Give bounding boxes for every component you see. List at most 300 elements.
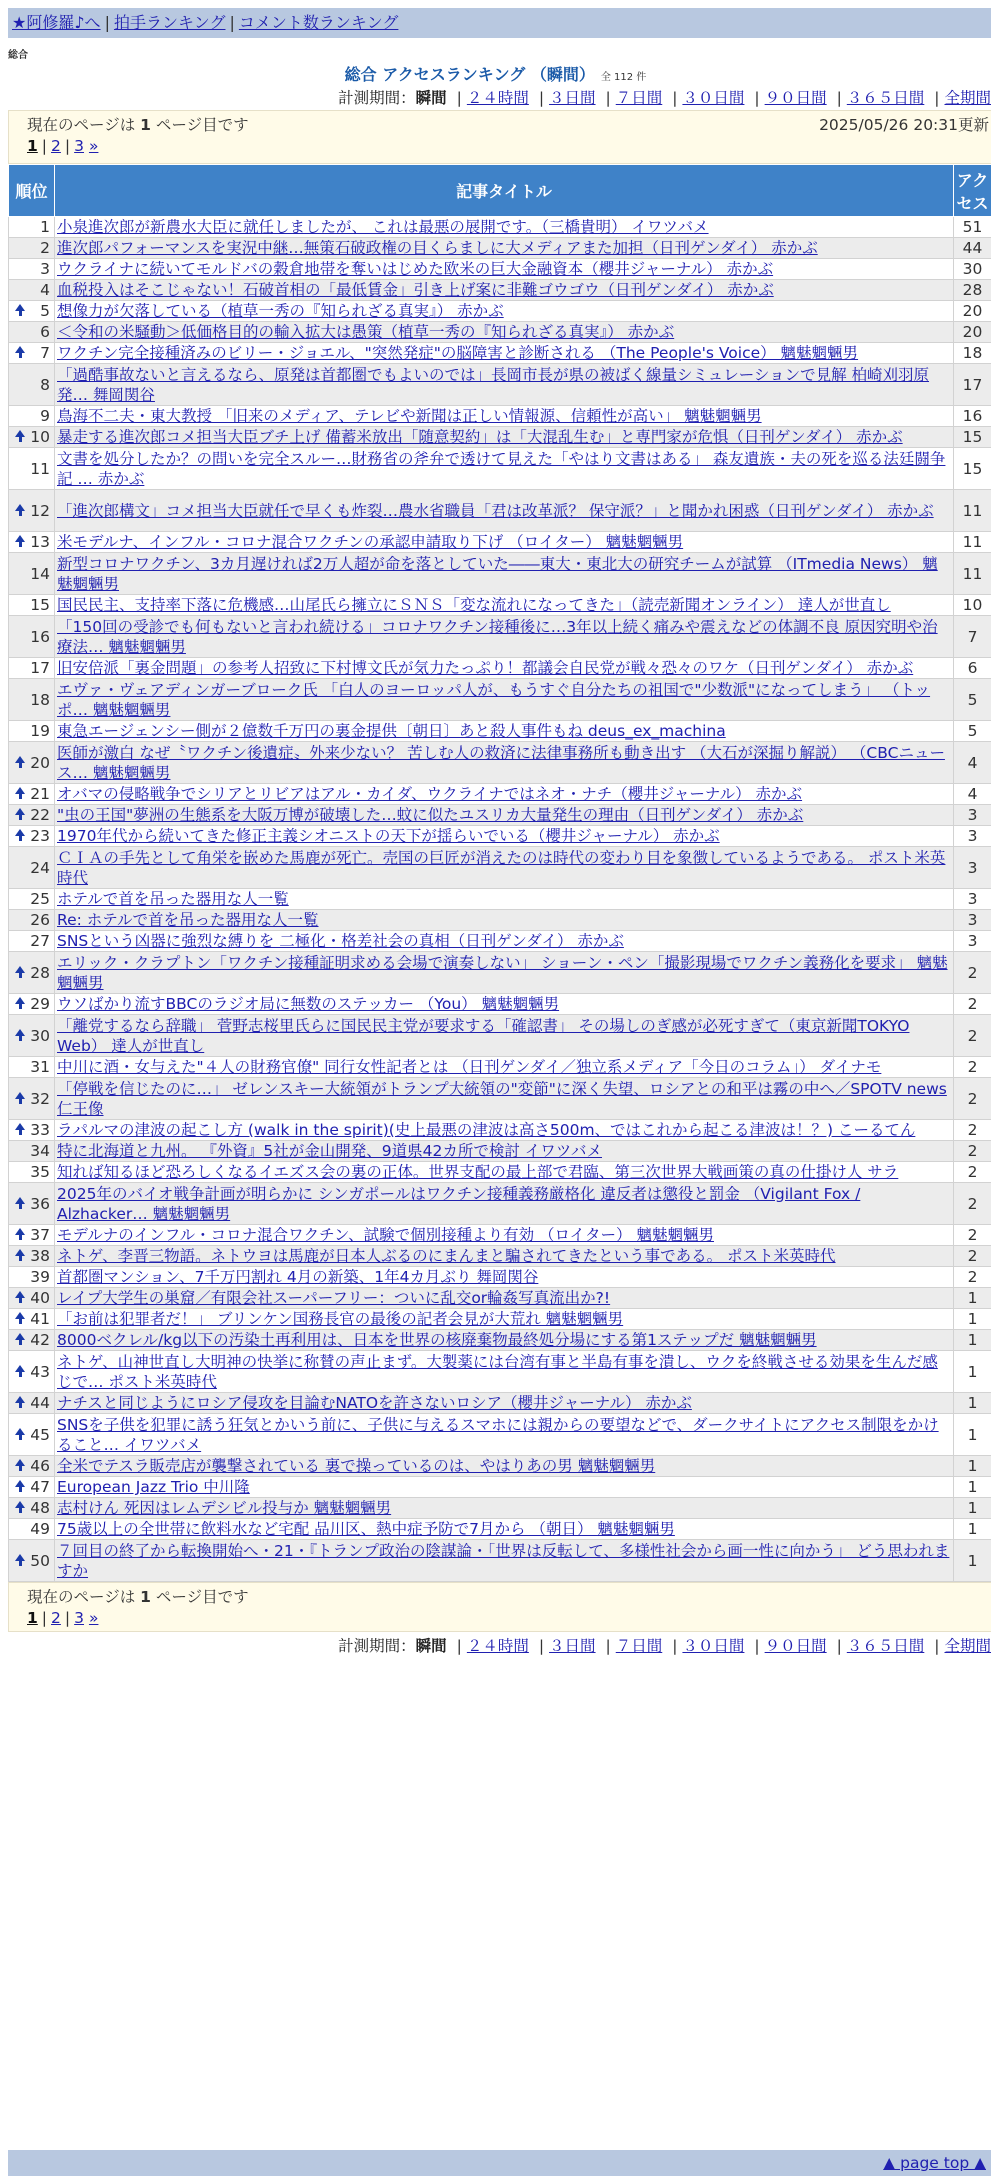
title-cell	[55, 238, 954, 259]
rank-number: 2	[40, 239, 50, 257]
table-row	[9, 322, 991, 343]
article-title-link[interactable]: エヴァ・ヴェアディンガーブローク氏 「白人のヨーロッパ人が、もうすぐ自分たちの祖国で"少数派"になってしまう」 （トッポ… 魑魅魍魎男	[57, 680, 931, 719]
article-title-link[interactable]: 新型コロナワクチン、3カ月遅ければ2万人超が命を落としていた――東大・東北大の研究チームが試算 （ITmedia News） 魑魅魍魎男	[57, 554, 938, 593]
rank-cell	[9, 532, 55, 553]
article-title-link[interactable]: ７回目の終了から転換開始へ・21・『トランプ政治の陰謀論・「世界は反転して、多様性社会から画一性に向かう」 どう思われますか	[57, 1541, 950, 1580]
access-count: 11	[954, 490, 991, 532]
title-cell	[55, 826, 954, 847]
table-row	[9, 679, 991, 721]
rank-number: 27	[30, 932, 50, 950]
rank-number: 21	[30, 785, 50, 803]
rank-number: 49	[30, 1520, 50, 1538]
rank-number: 6	[40, 323, 50, 341]
article-title-link[interactable]: 中川に酒・女与えた"４人の財務官僚" 同行女性記者とは （日刊ゲンダイ／独立系メディア「今日のコラム」） ダイナモ	[57, 1058, 882, 1076]
article-title-link[interactable]: 旧安倍派「裏金問題」の参考人招致に下村博文氏が気力たっぷり！都議会自民党が戦々恐々のワケ（日刊ゲンダイ） 赤かぶ	[57, 659, 914, 677]
table-row	[9, 805, 991, 826]
table-row	[9, 553, 991, 595]
title-cell	[55, 259, 954, 280]
article-title-link[interactable]: 医師が激白 なぜ〝ワクチン後遺症〟外来少ない？ 苦しむ人の救済に法律事務所も動き出す （大石が深掘り解説） （CBCニュース… 魑魅魍魎男	[57, 743, 945, 782]
title-cell	[55, 553, 954, 595]
table-row	[9, 217, 991, 238]
article-title-link[interactable]: 75歳以上の全世帯に飲料水など宅配 品川区、熱中症予防で7月から （朝日） 魑魅魍魎男	[57, 1520, 675, 1538]
rank-number: 47	[30, 1478, 50, 1496]
rank-cell	[9, 1456, 55, 1477]
title-cell	[55, 217, 954, 238]
access-count: 11	[954, 553, 991, 595]
rank-number: 5	[40, 302, 50, 320]
title-cell	[55, 1078, 954, 1120]
table-row	[9, 343, 991, 364]
rank-cell	[9, 1519, 55, 1540]
access-count: 1	[954, 1498, 991, 1519]
rank-number: 18	[30, 690, 50, 709]
table-row	[9, 1477, 991, 1498]
article-title-link[interactable]: 知れば知るほど恐ろしくなるイエズス会の裏の正体。世界支配の最上部で君臨、第三次世界大戦画策の真の仕掛け人 サラ	[57, 1163, 899, 1181]
rank-number: 3	[40, 260, 50, 278]
rank-number: 13	[30, 533, 50, 551]
period-link[interactable]: ２４時間	[466, 1637, 529, 1655]
title-cell	[55, 1477, 954, 1498]
rank-cell	[9, 1309, 55, 1330]
top-nav	[8, 8, 991, 38]
pager-status: 現在のページは 1 ページ目です	[27, 116, 249, 134]
article-title-link[interactable]: Re: ホテルで首を吊った器用な人一覧	[57, 911, 319, 929]
access-count: 3	[954, 805, 991, 826]
article-title-link[interactable]: 小泉進次郎が新農水大臣に就任しましたが、 これは最悪の展開です。（三橋貴明） イワツバメ	[57, 218, 709, 236]
access-count: 20	[954, 322, 991, 343]
rank-cell	[9, 1057, 55, 1078]
period-link[interactable]: ３日間	[549, 1637, 596, 1655]
ranking-table	[8, 164, 991, 1582]
rank-number: 17	[30, 659, 50, 677]
article-title-link[interactable]: 「150回の受診でも何もないと言われ続ける」コロナワクチン接種後に…3年以上続く痛みや震えなどの体調不良 原因究明や治療法… 魑魅魍魎男	[57, 617, 938, 656]
rank-cell	[9, 259, 55, 280]
next-page-link[interactable]: »	[88, 137, 99, 155]
access-count: 2	[954, 1078, 991, 1120]
rank-number: 32	[30, 1089, 50, 1108]
rank-up-arrow-icon	[15, 966, 25, 973]
access-count: 1	[954, 1288, 991, 1309]
rank-cell	[9, 826, 55, 847]
rank-cell	[9, 1393, 55, 1414]
page-link-3[interactable]: 3	[74, 137, 85, 155]
table-row	[9, 280, 991, 301]
period-link[interactable]: ７日間	[615, 89, 663, 107]
page-link-3[interactable]: 3	[74, 1609, 85, 1627]
article-title-link[interactable]: 志村けん 死因はレムデシビル投与か 魑魅魍魎男	[57, 1499, 392, 1517]
rank-number: 31	[30, 1058, 50, 1076]
title-cell	[55, 301, 954, 322]
rank-number: 25	[30, 890, 50, 908]
article-title-link[interactable]: 文書を処分したか？の問いを完全スルー…財務省の斧弁で透けて見えた「やはり文書はある」 森友遺族・夫の死を巡る法廷闘争記 … 赤かぶ	[57, 449, 946, 488]
page-current: 1	[27, 1609, 38, 1627]
rank-number: 1	[40, 218, 50, 236]
access-count: 30	[954, 259, 991, 280]
article-title-link[interactable]: 「お前は犯罪者だ！」 ブリンケン国務長官の最後の記者会見が大荒れ 魑魅魍魎男	[57, 1310, 624, 1328]
rank-number: 38	[30, 1247, 50, 1265]
period-link[interactable]: ３０日間	[682, 1637, 745, 1655]
title-cell	[55, 1246, 954, 1267]
rank-cell	[9, 1540, 55, 1582]
table-row	[9, 427, 991, 448]
article-title-link[interactable]: 8000ベクレル/kg以下の汚染土再利用は、日本を世界の核廃棄物最終処分場にする第1ステップだ 魑魅魍魎男	[57, 1331, 817, 1349]
clap-ranking-link[interactable]: 拍手ランキング	[113, 13, 226, 32]
table-row	[9, 826, 991, 847]
title-cell	[55, 784, 954, 805]
table-row	[9, 1351, 991, 1393]
access-count: 1	[954, 1477, 991, 1498]
rank-number: 15	[30, 596, 50, 614]
table-row	[9, 910, 991, 931]
period-link[interactable]: ３６５日間	[846, 89, 925, 107]
period-label: 計測期間：	[338, 89, 416, 107]
title-cell	[55, 1267, 954, 1288]
title-cell	[55, 322, 954, 343]
title-cell	[55, 490, 954, 532]
article-title-link[interactable]: エリック・クラプトン「ワクチン接種証明求める会場で演奏しない」 ショーン・ペン「撮影現場でワクチン義務化を要求」 魑魅魍魎男	[57, 953, 948, 992]
page-top-link[interactable]: ▲ page top ▲	[883, 2154, 986, 2172]
rank-number: 48	[30, 1499, 50, 1517]
period-label: 計測期間：	[338, 1637, 416, 1655]
rank-number: 7	[40, 344, 50, 362]
rank-number: 40	[30, 1289, 50, 1307]
access-count: 2	[954, 994, 991, 1015]
rank-cell	[9, 1267, 55, 1288]
title-cell	[55, 448, 954, 490]
access-count: 4	[954, 784, 991, 805]
rank-up-arrow-icon	[15, 304, 25, 311]
title-cell	[55, 994, 954, 1015]
article-title-link[interactable]: 米モデルナ、インフル・コロナ混合ワクチンの承認申請取り下げ （ロイター） 魑魅魍魎男	[57, 533, 684, 551]
article-title-link[interactable]: 全米でテスラ販売店が襲撃されている 裏で操っているのは、やはりあの男 魑魅魍魎男	[57, 1457, 656, 1475]
article-title-link[interactable]: ウソばかり流すBBCのラジオ局に無数のステッカー （You） 魑魅魍魎男	[57, 995, 560, 1013]
article-title-link[interactable]: 鳥海不二夫・東大教授 「旧来のメディア、テレビや新聞は正しい情報源、信頼性が高い」 魑魅魍魎男	[57, 407, 762, 425]
page-link-2[interactable]: 2	[51, 1609, 61, 1627]
rank-cell	[9, 595, 55, 616]
access-count: 3	[954, 826, 991, 847]
table-row	[9, 1141, 991, 1162]
rank-cell	[9, 280, 55, 301]
rank-cell	[9, 1141, 55, 1162]
period-link[interactable]: ９０日間	[764, 89, 827, 107]
access-count: 4	[954, 742, 991, 784]
rank-number: 19	[30, 722, 50, 740]
page-link-2[interactable]: 2	[51, 137, 61, 155]
access-count: 2	[954, 1183, 991, 1225]
period-link[interactable]: ３０日間	[682, 89, 745, 107]
article-title-link[interactable]: オバマの侵略戦争でシリアとリビアはアル・カイダ、ウクライナではネオ・ナチ（櫻井ジャーナル） 赤かぶ	[57, 785, 803, 803]
access-count: 1	[954, 1393, 991, 1414]
title-cell	[55, 742, 954, 784]
title-cell	[55, 805, 954, 826]
table-row	[9, 847, 991, 889]
table-row	[9, 1183, 991, 1225]
period-link[interactable]: ２４時間	[466, 89, 529, 107]
title-header: 記事タイトル	[55, 165, 954, 217]
article-title-link[interactable]: 「進次郎構文」コメ担当大臣就任で早くも炸裂…農水省職員「君は改革派？ 保守派？」と聞かれ困惑（日刊ゲンダイ） 赤かぶ	[57, 501, 934, 520]
table-row	[9, 721, 991, 742]
rank-number: 41	[30, 1310, 50, 1328]
article-title-link[interactable]: "虫の王国"夢洲の生態系を大阪万博が破壊した…蚊に似たユスリカ大量発生の理由（日刊ゲンダイ） 赤かぶ	[57, 806, 804, 824]
rank-cell	[9, 1120, 55, 1141]
table-row	[9, 952, 991, 994]
page-current: 1	[27, 137, 38, 155]
rank-cell	[9, 1015, 55, 1057]
article-title-link[interactable]: ホテルで首を吊った器用な人一覧	[57, 890, 289, 908]
article-title-link[interactable]: 「停戦を信じたのに…」 ゼレンスキー大統領がトランプ大統領の"変節"に深く失望、ロシアとの和平は霧の中へ／SPOTV news 仁王像	[57, 1079, 947, 1118]
rank-up-arrow-icon	[15, 1480, 25, 1487]
article-title-link[interactable]: ラパルマの津波の起こし方 (walk in the spirit)(史上最悪の津波は高さ500m、ではこれから起こる津波は！？) こーるてん	[57, 1121, 916, 1139]
rank-up-arrow-icon	[15, 1123, 25, 1130]
access-count: 1	[954, 1351, 991, 1393]
rank-cell	[9, 1078, 55, 1120]
period-current: 瞬間	[415, 89, 447, 107]
table-row	[9, 490, 991, 532]
article-title-link[interactable]: SNSという凶器に強烈な縛りを 二極化・格差社会の真相（日刊ゲンダイ） 赤かぶ	[57, 932, 624, 950]
rank-number: 29	[30, 995, 50, 1013]
item-count: 全 112 件	[600, 72, 647, 83]
table-row	[9, 406, 991, 427]
access-count: 3	[954, 847, 991, 889]
rank-cell	[9, 1288, 55, 1309]
article-title-link[interactable]: ネトゲ、李晋三物語。ネトウヨは馬鹿が日本人ぶるのにまんまと騙されてきたという事である。 ポスト米英時代	[57, 1247, 836, 1265]
title-cell	[55, 679, 954, 721]
rank-cell	[9, 343, 55, 364]
rank-number: 50	[30, 1551, 50, 1570]
table-row	[9, 1162, 991, 1183]
title-cell	[55, 847, 954, 889]
rank-up-arrow-icon	[15, 1197, 25, 1204]
access-count: 3	[954, 910, 991, 931]
title-cell	[55, 427, 954, 448]
rank-up-arrow-icon	[15, 535, 25, 542]
nav-separator: |	[104, 13, 110, 32]
period-selector-top: 計測期間：瞬間 | ２４時間 | ３日間 | ７日間 | ３０日間 | ９０日間 | ３６５日間 | 全期間	[338, 89, 991, 107]
rank-number: 4	[40, 281, 50, 299]
table-row	[9, 616, 991, 658]
period-link[interactable]: ３６５日間	[846, 1637, 925, 1655]
article-title-link[interactable]: 首都圏マンション、7千万円割れ 4月の新築、1年4カ月ぶり 舞岡関谷	[57, 1268, 539, 1286]
nav-separator: |	[229, 13, 235, 32]
title-cell	[55, 406, 954, 427]
article-title-link[interactable]: ネトゲ、山神世直し大明神の快挙に称賛の声止まず。大製薬には台湾有事と半島有事を潰し、ウクを終戦させる効果を生んだ感じで… ポスト米英時代	[57, 1352, 938, 1391]
access-count: 17	[954, 364, 991, 406]
rank-cell	[9, 952, 55, 994]
article-title-link[interactable]: モデルナのインフル・コロナ混合ワクチン、試験で個別接種より有効 （ロイター） 魑魅魍魎男	[57, 1226, 714, 1244]
period-link[interactable]: 全期間	[944, 1637, 991, 1655]
rank-cell	[9, 721, 55, 742]
article-title-link[interactable]: 東急エージェンシー側が２億数千万円の裏金提供〔朝日〕あと殺人事件もね deus_ex_machina	[57, 722, 726, 740]
article-title-link[interactable]: SNSを子供を犯罪に誘う狂気とかいう前に、子供に与えるスマホには親からの要望などで、ダークサイトにアクセス制限をかけること… イワツバメ	[57, 1415, 939, 1454]
title-cell	[55, 1057, 954, 1078]
rank-up-arrow-icon	[15, 504, 25, 511]
access-count: 18	[954, 343, 991, 364]
table-row	[9, 1498, 991, 1519]
title-cell	[55, 1015, 954, 1057]
table-row	[9, 1120, 991, 1141]
rank-number: 24	[30, 858, 50, 877]
access-count: 6	[954, 658, 991, 679]
table-row	[9, 784, 991, 805]
table-row	[9, 658, 991, 679]
rank-number: 46	[30, 1457, 50, 1475]
access-header: アクセス	[954, 165, 991, 217]
table-row	[9, 1288, 991, 1309]
title-cell	[55, 1498, 954, 1519]
rank-cell	[9, 616, 55, 658]
rank-up-arrow-icon	[15, 1249, 25, 1256]
table-row	[9, 931, 991, 952]
table-row	[9, 1078, 991, 1120]
table-row	[9, 364, 991, 406]
article-title-link[interactable]: 「離党するなら辞職」 菅野志桜里氏らに国民民主党が要求する「確認書」 その場しのぎ感が必死すぎて（東京新聞TOKYO Web） 達人が世直し	[57, 1016, 910, 1055]
comment-ranking-link[interactable]: コメント数ランキング	[238, 13, 399, 32]
home-link[interactable]: ★阿修羅♪へ	[12, 13, 101, 32]
table-row	[9, 1519, 991, 1540]
article-title-link[interactable]: レイプ大学生の巣窟／有限会社スーパーフリー：ついに乱交or輪姦写真流出か?!	[57, 1289, 611, 1307]
rank-number: 20	[30, 753, 50, 772]
rank-number: 36	[30, 1194, 50, 1213]
article-title-link[interactable]: 2025年のバイオ戦争計画が明らかに シンガポールはワクチン接種義務厳格化 違反者は懲役と罰金 （Vigilant Fox / Alzhacker… 魑魅魍魎男	[57, 1184, 861, 1223]
access-count: 3	[954, 889, 991, 910]
rank-cell	[9, 994, 55, 1015]
rank-cell	[9, 448, 55, 490]
rank-cell	[9, 658, 55, 679]
rank-up-arrow-icon	[15, 1228, 25, 1235]
access-count: 51	[954, 217, 991, 238]
title-cell	[55, 1393, 954, 1414]
rank-cell	[9, 1162, 55, 1183]
table-row	[9, 1015, 991, 1057]
access-count: 16	[954, 406, 991, 427]
article-title-link[interactable]: 国民民主、支持率下落に危機感…山尾氏ら擁立にＳＮＳ「変な流れになってきた」（読売新聞オンライン） 達人が世直し	[57, 596, 891, 614]
access-count: 2	[954, 1015, 991, 1057]
rank-up-arrow-icon	[15, 430, 25, 437]
pager-bottom	[8, 1582, 991, 1632]
rank-up-arrow-icon	[15, 787, 25, 794]
ranking-rows	[9, 217, 991, 1582]
title-cell	[55, 1519, 954, 1540]
table-row	[9, 301, 991, 322]
rank-cell	[9, 301, 55, 322]
rank-cell	[9, 217, 55, 238]
period-link[interactable]: ７日間	[615, 1637, 663, 1655]
article-title-link[interactable]: 暴走する進次郎コメ担当大臣ブチ上げ 備蓄米放出「随意契約」は「大混乱生む」と専門家が危惧（日刊ゲンダイ） 赤かぶ	[57, 428, 903, 446]
footer-bar	[8, 2150, 991, 2176]
rank-cell	[9, 931, 55, 952]
rank-up-arrow-icon	[15, 1312, 25, 1319]
access-count: 20	[954, 301, 991, 322]
pager-links: 1 | 2 | 3 »	[27, 137, 99, 155]
title-cell	[55, 658, 954, 679]
title-cell	[55, 931, 954, 952]
article-title-link[interactable]: European Jazz Trio 中川隆	[57, 1478, 250, 1496]
period-link[interactable]: 全期間	[944, 89, 991, 107]
access-count: 2	[954, 952, 991, 994]
rank-up-arrow-icon	[15, 1501, 25, 1508]
access-count: 1	[954, 1540, 991, 1582]
title-cell	[55, 721, 954, 742]
access-count: 3	[954, 931, 991, 952]
rank-number: 16	[30, 627, 50, 646]
rank-up-arrow-icon	[15, 756, 25, 763]
rank-up-arrow-icon	[15, 997, 25, 1004]
title-cell	[55, 1141, 954, 1162]
period-current: 瞬間	[415, 1637, 447, 1655]
article-title-link[interactable]: ＣＩＡの手先として角栄を嵌めた馬鹿が死亡。売国の巨匠が消えたのは時代の変わり目を象徴しているようである。 ポスト米英時代	[57, 848, 946, 887]
access-count: 10	[954, 595, 991, 616]
article-title-link[interactable]: 進次郎パフォーマンスを実況中継…無策石破政権の目くらましに大メディアまた加担（日刊ゲンダイ） 赤かぶ	[57, 239, 818, 257]
rank-cell	[9, 1330, 55, 1351]
rank-cell	[9, 784, 55, 805]
access-count: 11	[954, 532, 991, 553]
title-cell	[55, 1330, 954, 1351]
rank-cell	[9, 1225, 55, 1246]
rank-number: 9	[40, 407, 50, 425]
category-label: 総合	[8, 50, 28, 61]
access-count: 5	[954, 679, 991, 721]
title-cell	[55, 952, 954, 994]
rank-up-arrow-icon	[15, 1459, 25, 1466]
rank-cell	[9, 1246, 55, 1267]
table-row	[9, 994, 991, 1015]
rank-up-arrow-icon	[15, 808, 25, 815]
article-title-link[interactable]: ウクライナに続いてモルドバの穀倉地帯を奪いはじめた欧米の巨大金融資本（櫻井ジャーナル） 赤かぶ	[57, 260, 774, 278]
title-cell	[55, 1351, 954, 1393]
article-title-link[interactable]: ナチスと同じようにロシア侵攻を目論むNATOを許さないロシア（櫻井ジャーナル） 赤かぶ	[57, 1394, 692, 1412]
access-count: 1	[954, 1309, 991, 1330]
article-title-link[interactable]: ＜令和の米騒動＞低価格目的の輸入拡大は愚策（植草一秀の『知られざる真実』） 赤かぶ	[57, 323, 675, 341]
title-cell	[55, 616, 954, 658]
title-cell	[55, 1456, 954, 1477]
rank-number: 14	[30, 564, 50, 583]
pager-links: 1 | 2 | 3 »	[27, 1609, 99, 1627]
access-count: 2	[954, 1225, 991, 1246]
table-row	[9, 1456, 991, 1477]
rank-up-arrow-icon	[15, 1554, 25, 1561]
title-cell	[55, 1288, 954, 1309]
rank-cell	[9, 427, 55, 448]
article-title-link[interactable]: 1970年代から続いてきた修正主義シオニストの天下が揺らいでいる（櫻井ジャーナル） 赤かぶ	[57, 827, 720, 845]
article-title-link[interactable]: 特に北海道と九州。 『外資』5社が金山開発、9道県42カ所で検討 イワツバメ	[57, 1142, 602, 1160]
access-count: 1	[954, 1456, 991, 1477]
article-title-link[interactable]: 想像力が欠落している（植草一秀の『知られざる真実』） 赤かぶ	[57, 302, 504, 320]
article-title-link[interactable]: ワクチン完全接種済みのビリー・ジョエル、"突然発症"の脳障害と診断される （The People's Voice） 魑魅魍魎男	[57, 344, 859, 362]
rank-header: 順位	[9, 165, 55, 217]
access-count: 28	[954, 280, 991, 301]
table-row	[9, 1246, 991, 1267]
article-title-link[interactable]: 「過酷事故ないと言えるなら、原発は首都圏でもよいのでは」長岡市長が県の被ばく線量シミュレーションで見解 柏崎刈羽原発… 舞岡関谷	[57, 365, 930, 404]
period-link[interactable]: ３日間	[549, 89, 596, 107]
table-row	[9, 448, 991, 490]
title-cell	[55, 1183, 954, 1225]
table-row	[9, 532, 991, 553]
table-row	[9, 1540, 991, 1582]
title-cell	[55, 1120, 954, 1141]
table-row	[9, 238, 991, 259]
rank-number: 30	[30, 1026, 50, 1045]
rank-up-arrow-icon	[15, 346, 25, 353]
access-count: 2	[954, 1267, 991, 1288]
table-row	[9, 1225, 991, 1246]
rank-number: 28	[30, 963, 50, 982]
article-title-link[interactable]: 血税投入はそこじゃない！石破首相の「最低賃金」引き上げ案に非難ゴウゴウ（日刊ゲンダイ） 赤かぶ	[57, 281, 774, 299]
next-page-link[interactable]: »	[88, 1609, 99, 1627]
rank-number: 10	[30, 428, 50, 446]
rank-number: 45	[30, 1425, 50, 1444]
table-row	[9, 259, 991, 280]
period-link[interactable]: ９０日間	[764, 1637, 827, 1655]
